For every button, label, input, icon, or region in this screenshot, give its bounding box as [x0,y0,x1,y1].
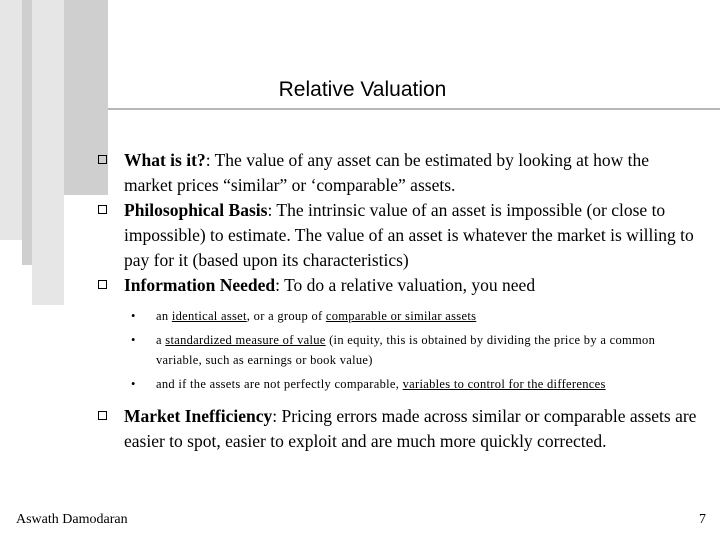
footer-author: Aswath Damodaran [16,512,128,527]
checkbox-bullet-icon [98,155,107,164]
bullet-what-is-it [98,148,698,198]
sub-text: and if the assets are not perfectly comparable, [156,377,403,391]
title-rule [108,108,720,110]
slide-title: Relative Valuation [278,78,447,101]
bullet-term: Philosophical Basis [124,200,268,220]
sub-underlined: standardized measure of value [165,333,326,347]
dot-bullet-icon: • [131,377,136,391]
sub-underlined: identical asset [171,309,247,323]
decor-bar-mid [32,0,64,305]
checkbox-bullet-icon [98,411,107,420]
sub-text: , or a group of [246,309,326,323]
bullet-text: : To do a relative valuation, you need [275,275,536,295]
bullet-text: : The intrinsic value of an asset is impossible (or close to impossible) to estimate. The value of an asset is whatever the market is willing to pay for it (based upon its characteristics) [124,200,694,270]
dot-bullet-icon: • [131,309,136,323]
page-number: 7 [699,512,706,527]
bullet-philosophical-basis [98,198,698,273]
bullet-text: : Pricing errors made across similar or comparable assets are easier to spot, easier to exploit and are much more quickly corrected. [124,406,697,451]
sub-text: a [156,333,166,347]
sub-text: (in equity, this is obtained by dividing the price by a common variable, such as earnings or book value) [156,333,656,367]
sub-underlined: comparable or similar assets [325,309,477,323]
bullet-term: Market Inefficiency [124,406,273,426]
sub-bullet-standardized-measure [98,330,698,370]
checkbox-bullet-icon [98,280,107,289]
sub-underlined: variables to control for the differences [402,377,606,391]
bullet-term: Information Needed [124,275,276,295]
bullet-list [98,148,698,454]
bullet-information-needed [98,273,698,298]
sub-bullet-control-variables [98,374,698,394]
sub-text: an [156,309,172,323]
checkbox-bullet-icon [98,205,107,214]
sub-bullet-list [98,306,698,394]
bullet-term: What is it? [124,150,206,170]
decor-bar-light [0,0,22,240]
bullet-market-inefficiency [98,404,698,454]
bullet-text: : The value of any asset can be estimated by looking at how the market prices “similar” or ‘comparable” assets. [124,150,650,195]
dot-bullet-icon: • [131,333,136,347]
sub-bullet-identical-asset [98,306,698,326]
